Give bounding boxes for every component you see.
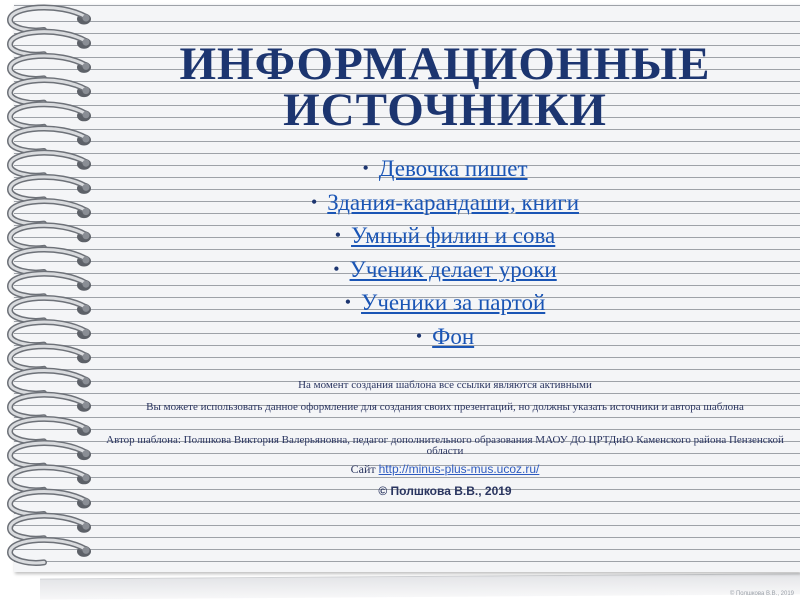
list-item [90, 320, 800, 354]
spiral-ring-icon [10, 346, 91, 369]
spiral-ring-icon [10, 128, 91, 151]
sources-list [90, 152, 800, 354]
site-link[interactable]: http://minus-plus-mus.ucoz.ru/ [378, 462, 540, 476]
spiral-ring-icon [10, 153, 91, 176]
site-label: Сайт [350, 462, 379, 476]
source-link-background[interactable]: Фон [432, 323, 475, 349]
spiral-ring-icon [10, 274, 91, 297]
spiral-ring-icon [10, 419, 91, 442]
slide-content [90, 0, 800, 600]
bullet-icon: • [310, 191, 318, 212]
source-link-student-homework[interactable]: Ученик делает уроки [349, 256, 557, 282]
page-title-line2: ИСТОЧНИКИ [283, 84, 607, 136]
list-item [90, 186, 800, 220]
usage-note: Вы можете использовать данное оформление для создания своих презентаций, но должны указать источники и автора шаблона [146, 401, 744, 413]
spiral-ring-icon [10, 516, 91, 539]
bullet-icon: • [415, 325, 423, 346]
spiral-ring-icon [10, 177, 91, 200]
spiral-ring-icon [10, 540, 91, 563]
spiral-ring-icon [10, 370, 91, 393]
author-note: Автор шаблона: Полшкова Виктория Валерьяновна, педагог дополнительного образования МАОУ ДО ЦРТДиЮ Каменского района Пензенской области [106, 434, 784, 457]
page-title-line1: ИНФОРМАЦИОННЫЕ [179, 38, 711, 90]
spiral-ring-icon [10, 80, 91, 103]
list-item [90, 152, 800, 186]
spiral-ring-icon [10, 225, 91, 248]
spiral-ring-icon [10, 322, 91, 345]
list-item [90, 286, 800, 320]
list-item [90, 253, 800, 287]
spiral-ring-icon [10, 395, 91, 418]
spiral-ring-icon [10, 104, 91, 127]
links-active-note: На момент создания шаблона все ссылки являются активными [298, 379, 592, 391]
spiral-ring-icon [10, 201, 91, 224]
source-link-girl-writing[interactable]: Девочка пишет [378, 156, 528, 181]
bullet-icon: • [333, 258, 340, 279]
spiral-ring-icon [10, 56, 91, 79]
spiral-ring-icon [10, 298, 91, 321]
site-line [90, 464, 800, 475]
source-link-owls[interactable]: Умный филин и сова [351, 223, 556, 249]
spiral-ring-icon [10, 443, 91, 466]
source-link-students-desk[interactable]: Ученики за партой [361, 290, 546, 316]
spiral-ring-icon [10, 491, 91, 514]
watermark: © Полшкова В.В., 2019 [729, 591, 794, 597]
source-link-pencil-buildings[interactable]: Здания-карандаши, книги [327, 189, 580, 215]
spiral-ring-icon [10, 32, 91, 55]
bullet-icon: • [362, 158, 369, 178]
bullet-icon: • [334, 225, 342, 246]
copyright: © Полшкова В.В., 2019 [378, 484, 512, 498]
spiral-ring-icon [10, 7, 91, 30]
bullet-icon: • [344, 292, 352, 313]
spiral-ring-icon [10, 249, 91, 272]
list-item [90, 219, 800, 253]
spiral-ring-icon [10, 467, 91, 490]
